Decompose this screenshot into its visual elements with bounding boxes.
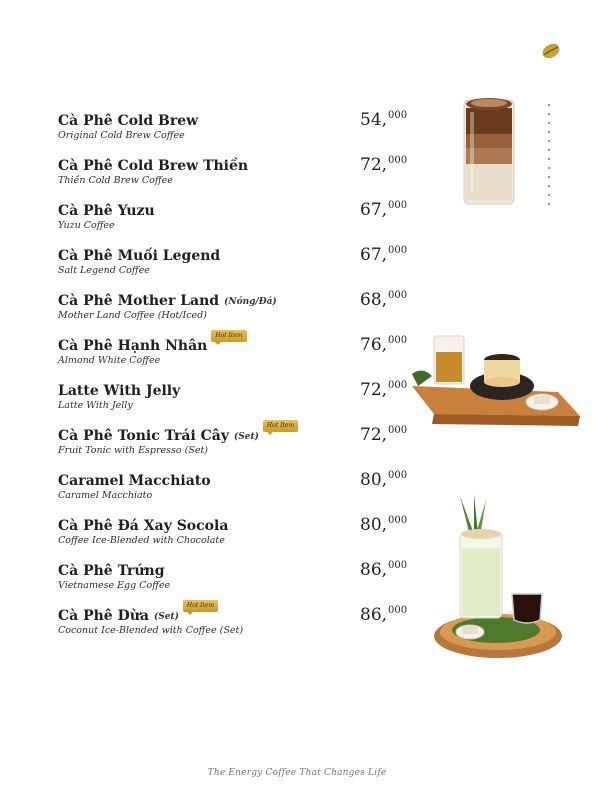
- menu-list: [58, 112, 418, 652]
- coconut-coffee-set-image: [430, 494, 566, 662]
- menu-item: [58, 157, 418, 202]
- item-subtitle: Coffee Ice-Blended with Chocolate: [58, 535, 225, 546]
- item-price: 67,$^{000}$: [360, 245, 408, 265]
- footer-tagline: The Energy Coffee That Changes Life: [207, 768, 387, 778]
- item-price: 80,$^{000}$: [360, 515, 408, 535]
- item-price: 68,$^{000}$: [360, 290, 408, 310]
- menu-item: [58, 422, 418, 472]
- item-subtitle: Almond White Coffee: [58, 355, 161, 366]
- menu-item: [58, 247, 418, 292]
- item-name: Latte With Jelly: [58, 383, 181, 399]
- item-name: Cà Phê Hạnh Nhân: [58, 338, 208, 354]
- item-name: Cà Phê Trứng: [58, 563, 165, 579]
- item-subtitle: Original Cold Brew Coffee: [58, 130, 185, 141]
- item-price: 80,$^{000}$: [360, 470, 408, 490]
- menu-item: [58, 602, 418, 652]
- menu-item: [58, 202, 418, 247]
- item-note: (Set): [153, 612, 179, 622]
- item-name: Cà Phê Đá Xay Socola: [58, 518, 229, 534]
- menu-item: [58, 332, 418, 382]
- item-name: Cà Phê Dừa: [58, 608, 149, 624]
- item-price: 67,$^{000}$: [360, 200, 408, 220]
- item-price: 86,$^{000}$: [360, 560, 408, 580]
- hot-item-badge: Hot Item: [183, 600, 218, 612]
- item-subtitle: Yuzu Coffee: [58, 220, 115, 231]
- item-price: 76,$^{000}$: [360, 335, 408, 355]
- item-name: Cà Phê Yuzu: [58, 203, 155, 219]
- item-subtitle: Mother Land Coffee (Hot/Iced): [58, 310, 207, 321]
- coffee-bean-icon: [540, 40, 562, 62]
- item-price: 72,$^{000}$: [360, 155, 408, 175]
- decorative-dots: [548, 104, 552, 212]
- item-name: Cà Phê Cold Brew: [58, 113, 199, 129]
- menu-item: [58, 112, 418, 157]
- item-note: (Set): [234, 432, 259, 442]
- item-subtitle: Coconut Ice-Blended with Coffee (Set): [58, 625, 244, 636]
- item-subtitle: Latte With Jelly: [58, 400, 133, 411]
- item-subtitle: Fruit Tonic with Espresso (Set): [58, 445, 208, 456]
- item-name: Cà Phê Tonic Trái Cây: [58, 428, 230, 444]
- item-price: 86,$^{000}$: [360, 605, 408, 625]
- item-subtitle: Caramel Macchiato: [58, 490, 153, 501]
- hot-item-badge: Hot Item: [263, 420, 298, 432]
- menu-item: [58, 382, 418, 427]
- hot-item-badge: Hot Item: [211, 330, 246, 342]
- almond-coffee-set-image: [408, 330, 584, 440]
- item-name: Cà Phê Cold Brew Thiền: [58, 158, 249, 174]
- item-name: Caramel Macchiato: [58, 473, 211, 489]
- item-note: (Nóng/Đá): [224, 297, 277, 307]
- item-subtitle: Salt Legend Coffee: [58, 265, 150, 276]
- menu-item: [58, 472, 418, 517]
- item-subtitle: Thiền Cold Brew Coffee: [58, 175, 173, 186]
- menu-item: [58, 562, 418, 607]
- item-name: Cà Phê Mother Land: [58, 293, 220, 309]
- item-price: 72,$^{000}$: [360, 380, 408, 400]
- item-price: 72,$^{000}$: [360, 425, 408, 445]
- item-price: 54,$^{000}$: [360, 110, 408, 130]
- menu-item: [58, 517, 418, 562]
- item-subtitle: Vietnamese Egg Coffee: [58, 580, 171, 591]
- item-name: Cà Phê Muối Legend: [58, 248, 221, 264]
- cold-brew-glass-image: [458, 94, 520, 210]
